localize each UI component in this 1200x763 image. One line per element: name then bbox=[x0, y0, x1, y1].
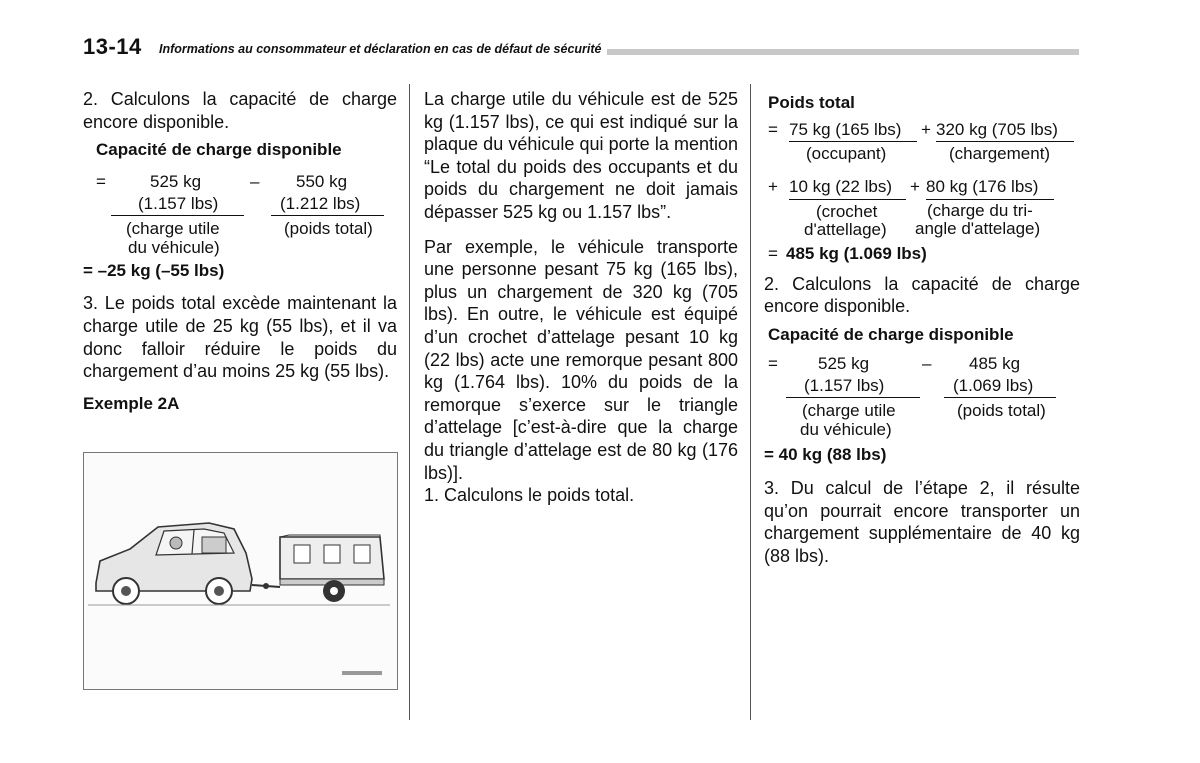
term1-value: 525 kg bbox=[818, 354, 870, 374]
term1-caption-a: (charge utile bbox=[126, 218, 220, 238]
cargo-weight: 320 kg (705 lbs) bbox=[936, 119, 1058, 139]
fraction-rule-a bbox=[789, 141, 917, 142]
hitch-caption-a: (crochet bbox=[816, 201, 878, 221]
plus-sign-3: + bbox=[910, 176, 920, 196]
fraction-rule-c bbox=[789, 199, 906, 200]
payload-paragraph: La charge utile du véhicule est de 525 kg (1.157 lbs), ce qui est indiqué sur la plaque du véhicule qui porte la mention “Le total du poids des occupants et du poids du chargement ne doit jamais dépasser 525 kg ou 1.157 lbs”. bbox=[424, 89, 738, 222]
column-2 bbox=[424, 88, 738, 507]
equals-sign: = bbox=[768, 354, 778, 374]
total-weight-heading: Poids total bbox=[768, 93, 855, 112]
equals-sign-2: = bbox=[768, 243, 778, 263]
step2-text: 2. Calculons la capacité de charge encore disponible. bbox=[764, 273, 1080, 317]
result-line: = –25 kg (–55 lbs) bbox=[83, 260, 225, 280]
term1-caption-b: du véhicule) bbox=[128, 237, 220, 257]
minus-sign: – bbox=[250, 171, 260, 191]
column-3 bbox=[764, 88, 1080, 567]
tongue-caption-a: (charge du tri- bbox=[927, 200, 1033, 220]
term1-value: 525 kg bbox=[150, 171, 202, 191]
term1-caption-b: du véhicule) bbox=[800, 420, 892, 440]
example-paragraph: Par exemple, le véhicule transporte une personne pesant 75 kg (165 lbs), plus un chargement de 320 kg (705 lbs). En outre, le véhicule est équipé d’un crochet d’attelage pesant 10 kg (22 lbs) acte une remorque pesant 800 kg (1.764 lbs). 10% du poids de la remorque s’exerce sur le triangle d’attelage [c’est-à-dire que la charge du triangle d’attelage est de 80 kg (176 lbs)]. bbox=[424, 236, 738, 483]
page-number: 13-14 bbox=[83, 34, 142, 59]
fraction-rule-b bbox=[936, 141, 1074, 142]
column-divider-1 bbox=[409, 84, 410, 720]
term2-caption: (poids total) bbox=[284, 218, 373, 238]
fraction-rule-d bbox=[926, 199, 1054, 200]
hitch-caption-b: d'attellage) bbox=[804, 219, 887, 239]
fraction-rule-2 bbox=[944, 397, 1056, 398]
plus-sign-1: + bbox=[921, 119, 931, 139]
capacity-equation bbox=[764, 352, 1080, 444]
equals-sign: = bbox=[768, 119, 778, 139]
term2-value: 485 kg bbox=[969, 354, 1021, 374]
capacity-heading: Capacité de charge disponible bbox=[768, 324, 1014, 344]
step3-text: 3. Le poids total excède maintenant la charge utile de 25 kg (55 lbs), et il va donc falloir réduire le poids du chargement d’au moins 25 kg (55 lbs). bbox=[83, 293, 397, 382]
header-title bbox=[159, 42, 607, 56]
header-title-text: Informations au consommateur et déclaration en cas de défaut de sécurité bbox=[159, 42, 607, 56]
occupant-weight: 75 kg (165 lbs) bbox=[789, 119, 902, 139]
step2-text: 2. Calculons la capacité de charge encore disponible. bbox=[83, 89, 397, 132]
column-divider-2 bbox=[750, 84, 751, 720]
tongue-caption-b: angle d'attelage) bbox=[915, 218, 1041, 238]
term2-lbs: (1.212 lbs) bbox=[280, 193, 361, 213]
term1-lbs: (1.157 lbs) bbox=[804, 376, 885, 396]
equals-sign: = bbox=[96, 171, 106, 191]
occupant-caption: (occupant) bbox=[806, 143, 887, 163]
fraction-rule-1 bbox=[111, 215, 244, 216]
plus-sign-2: + bbox=[768, 176, 778, 196]
section-heading: Capacité de charge disponible bbox=[96, 140, 342, 160]
hitch-weight: 10 kg (22 lbs) bbox=[789, 176, 892, 196]
step3-text: 3. Du calcul de l’étape 2, il résulte qu’on pourrait encore transporter un chargement supplémentaire de 40 kg (88 lbs). bbox=[764, 477, 1080, 566]
example-label: Exemple 2A bbox=[83, 393, 180, 413]
term2-lbs: (1.069 lbs) bbox=[953, 376, 1034, 396]
car-trailer-drawing bbox=[84, 453, 397, 689]
step1-text: 1. Calculons le poids total. bbox=[424, 485, 635, 506]
column-1 bbox=[83, 88, 397, 415]
page-header bbox=[83, 34, 1079, 58]
cargo-caption: (chargement) bbox=[949, 143, 1051, 163]
total-weight-equation bbox=[764, 119, 1080, 261]
result-line: = 40 kg (88 lbs) bbox=[764, 445, 887, 465]
term2-value: 550 kg bbox=[296, 171, 348, 191]
term2-caption: (poids total) bbox=[957, 401, 1046, 421]
term1-lbs: (1.157 lbs) bbox=[138, 193, 219, 213]
total-weight-result: 485 kg (1.069 lbs) bbox=[786, 243, 927, 263]
capacity-equation bbox=[83, 168, 397, 260]
fraction-rule-2 bbox=[271, 215, 384, 216]
term1-caption-a: (charge utile bbox=[802, 401, 896, 421]
tongue-weight: 80 kg (176 lbs) bbox=[926, 176, 1039, 196]
towing-illustration bbox=[83, 452, 398, 690]
minus-sign: – bbox=[922, 354, 932, 374]
fraction-rule-1 bbox=[786, 397, 920, 398]
